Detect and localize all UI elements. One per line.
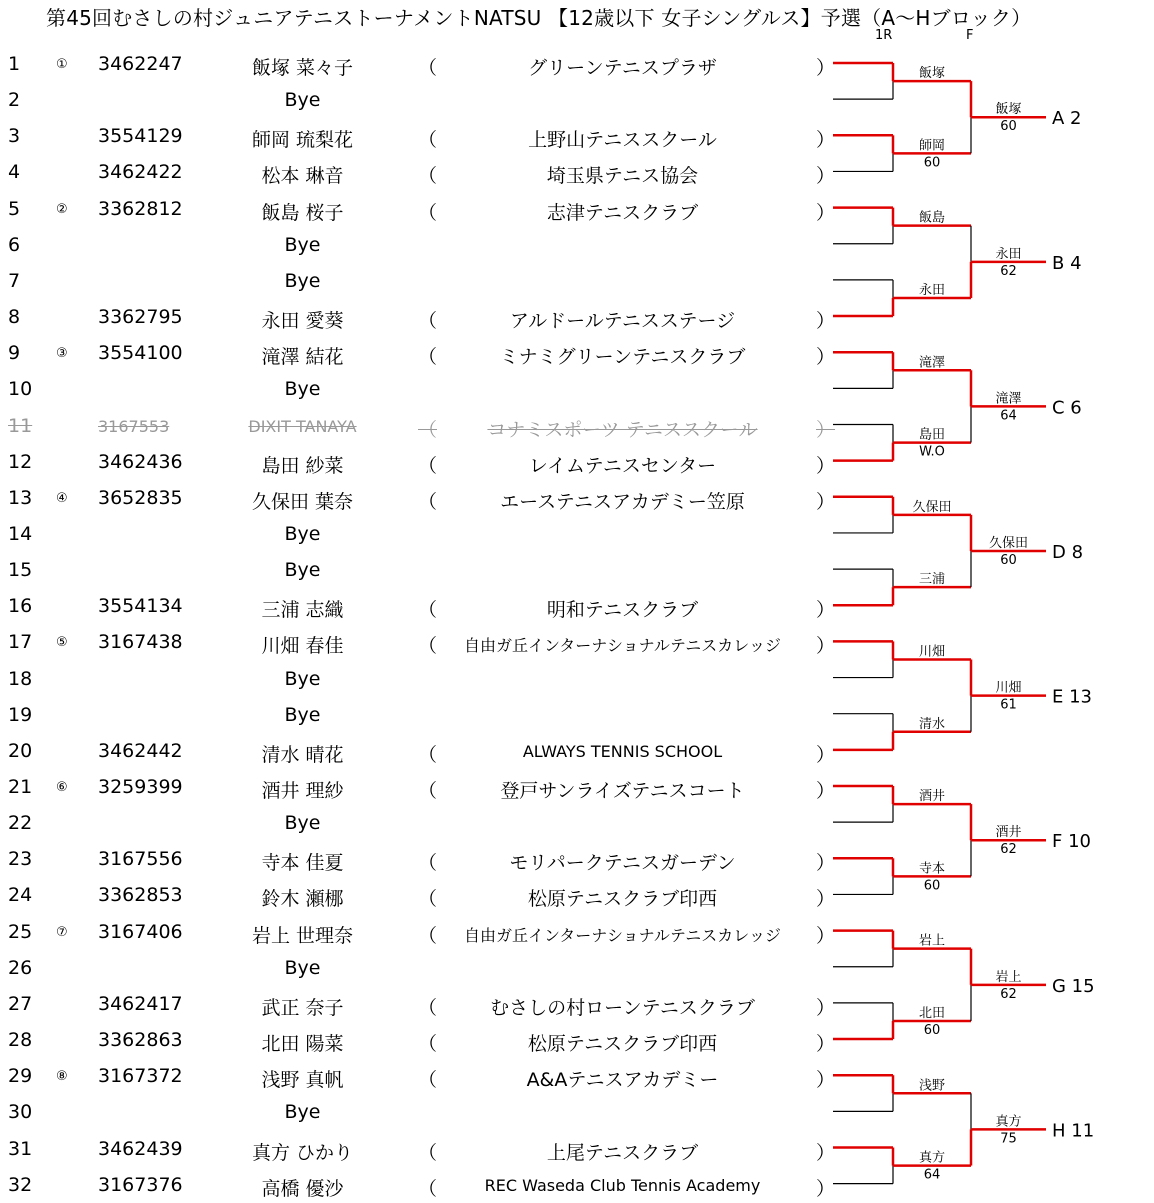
player-id: 3462422 — [98, 161, 183, 184]
draw-number: 30 — [8, 1101, 33, 1124]
club-paren-open: （ — [418, 888, 438, 911]
r1-winner: 北田 — [918, 1005, 946, 1021]
club-paren-close: ） — [816, 310, 836, 333]
draw-number: 14 — [8, 522, 33, 545]
final-score: 60 — [1000, 119, 1017, 135]
seed-mark: ⑤ — [56, 635, 68, 651]
player-id: 3259399 — [98, 776, 183, 798]
player-name: Bye — [284, 559, 321, 582]
round-header-final: F — [966, 28, 974, 43]
r1-winner: 清水 — [918, 716, 946, 732]
club-paren-open: （ — [418, 1033, 438, 1056]
r1-score: 64 — [923, 1167, 941, 1183]
seed-mark: ① — [56, 57, 68, 72]
r1-winner: 真方 — [918, 1150, 946, 1166]
club-paren-close: ） — [816, 165, 836, 188]
seed-mark: ② — [56, 201, 68, 217]
draw-number: 6 — [8, 233, 21, 256]
round-header-1r: 1R — [875, 28, 893, 43]
r1-winner: 飯島 — [918, 210, 946, 226]
player-id: 3362795 — [98, 306, 183, 329]
final-score: 62 — [1000, 842, 1017, 858]
player-name: 飯塚 菜々子 — [251, 57, 354, 79]
club-name: コナミスポーツ テニススクール — [487, 418, 758, 441]
player-name: 松本 琳音 — [261, 165, 344, 188]
player-id: 3554129 — [98, 125, 183, 148]
player-id: 3362812 — [98, 197, 183, 220]
club-name: ミナミグリーンテニスクラブ — [499, 346, 746, 369]
r1-winner: 酒井 — [918, 789, 946, 805]
player-id: 3462436 — [98, 450, 183, 473]
draw-number: 32 — [8, 1173, 33, 1196]
club-name: 松原テニスクラブ印西 — [527, 888, 718, 911]
r1-winner: 岩上 — [918, 933, 946, 949]
player-name: Bye — [284, 667, 321, 690]
block-result: B 4 — [1052, 252, 1082, 274]
seed-mark: ⑦ — [56, 924, 68, 940]
club-name: レイムテニスセンター — [528, 454, 717, 477]
club-paren-close: ） — [816, 924, 836, 947]
club-paren-close: ） — [816, 346, 836, 369]
final-winner: 岩上 — [995, 969, 1022, 985]
r1-score: 60 — [923, 155, 941, 171]
player-name: 高橋 優沙 — [261, 1177, 344, 1200]
r1-winner: 飯塚 — [918, 66, 946, 82]
draw-number: 13 — [8, 486, 33, 509]
player-id: 3462442 — [98, 739, 183, 762]
club-paren-open: （ — [418, 490, 438, 513]
club-name: 志津テニスクラブ — [546, 201, 699, 224]
club-name: 上野山テニススクール — [528, 129, 717, 152]
seed-mark: ③ — [56, 346, 68, 362]
club-paren-close: ） — [816, 780, 836, 802]
draw-number: 27 — [8, 992, 33, 1015]
club-name: 自由ガ丘インターナショナルテニスカレッジ — [463, 636, 782, 656]
player-name: Bye — [284, 269, 321, 292]
player-name: 酒井 理紗 — [261, 780, 344, 802]
final-score: 62 — [1000, 986, 1017, 1002]
club-name: A&Aテニスアカデミー — [526, 1069, 719, 1092]
club-paren-open: （ — [418, 165, 438, 188]
r1-winner: 寺本 — [918, 861, 946, 877]
r1-winner: 川畑 — [918, 644, 946, 660]
player-name: 三浦 志織 — [261, 599, 344, 622]
club-paren-close: ） — [816, 996, 836, 1019]
block-result: C 6 — [1052, 397, 1082, 419]
player-name: 北田 陽菜 — [261, 1033, 344, 1056]
final-winner: 川畑 — [995, 680, 1022, 696]
player-name: Bye — [284, 89, 321, 112]
player-name: Bye — [284, 233, 321, 256]
draw-number: 26 — [8, 956, 33, 979]
player-name: 島田 紗菜 — [261, 454, 344, 477]
draw-number: 17 — [8, 631, 33, 654]
player-name: Bye — [284, 812, 321, 835]
draw-number: 25 — [8, 920, 33, 943]
club-paren-close: ） — [816, 743, 836, 766]
r1-winner: 滝澤 — [918, 355, 946, 371]
club-paren-open: （ — [418, 599, 438, 622]
block-result: G 15 — [1052, 975, 1095, 997]
r1-winner: 師岡 — [918, 138, 946, 154]
club-paren-close: ） — [816, 201, 836, 224]
player-name: Bye — [284, 378, 321, 401]
seed-mark: ⑧ — [56, 1069, 68, 1085]
club-paren-open: （ — [418, 924, 438, 947]
club-paren-open: （ — [418, 129, 438, 152]
player-id: 3362863 — [98, 1029, 183, 1052]
club-name: 明和テニスクラブ — [546, 599, 699, 622]
r1-score: 60 — [923, 1022, 941, 1038]
final-winner: 久保田 — [988, 536, 1029, 552]
block-result: H 11 — [1052, 1120, 1095, 1142]
player-name: 岩上 世理奈 — [251, 924, 354, 947]
player-name: 鈴木 瀬梛 — [261, 888, 344, 911]
final-score: 62 — [1000, 263, 1017, 279]
draw-number: 10 — [8, 378, 33, 401]
player-id: 3167376 — [98, 1173, 183, 1196]
club-paren-open: （ — [418, 57, 438, 79]
seed-mark: ⑥ — [56, 780, 68, 795]
player-name: 久保田 葉奈 — [251, 490, 354, 513]
club-name: 埼玉県テニス協会 — [546, 165, 699, 188]
draw-number: 15 — [8, 559, 33, 582]
draw-number: 31 — [8, 1137, 33, 1160]
draw-number: 16 — [8, 595, 33, 618]
r1-winner: 浅野 — [918, 1078, 946, 1094]
draw-number: 1 — [8, 53, 21, 75]
draw-number: 29 — [8, 1065, 33, 1088]
player-id: 3167372 — [98, 1065, 183, 1088]
club-paren-open: （ — [418, 418, 438, 441]
club-paren-open: （ — [418, 201, 438, 224]
club-name: むさしの村ローンテニスクラブ — [490, 996, 755, 1019]
draw-number: 2 — [8, 89, 21, 112]
player-name: Bye — [284, 703, 321, 726]
block-result: F 10 — [1052, 831, 1091, 853]
club-name: ALWAYS TENNIS SCHOOL — [522, 741, 723, 761]
draw-number: 9 — [8, 342, 21, 365]
draw-number: 8 — [8, 306, 21, 329]
player-name: 飯島 桜子 — [261, 201, 344, 224]
r1-winner: 島田 — [918, 427, 946, 443]
r1-winner: 三浦 — [918, 572, 946, 588]
club-paren-close: ） — [816, 635, 836, 658]
player-name: DIXIT TANAYA — [248, 416, 357, 436]
club-paren-open: （ — [418, 852, 438, 875]
player-id: 3167406 — [98, 920, 183, 943]
draw-number: 5 — [8, 197, 21, 220]
draw-number: 24 — [8, 884, 33, 907]
draw-number: 18 — [8, 667, 33, 690]
club-paren-open: （ — [418, 310, 438, 333]
player-name: 滝澤 結花 — [261, 346, 344, 369]
final-winner: 真方 — [995, 1114, 1022, 1130]
r1-score: 60 — [923, 878, 941, 894]
player-name: 武正 奈子 — [261, 996, 344, 1019]
player-id: 3462417 — [98, 992, 183, 1015]
club-name: REC Waseda Club Tennis Academy — [484, 1175, 761, 1195]
final-winner: 飯塚 — [995, 102, 1022, 118]
player-name: Bye — [284, 522, 321, 545]
club-name: モリパークテニスガーデン — [509, 852, 736, 875]
player-id: 3462439 — [98, 1137, 183, 1160]
club-paren-close: ） — [816, 852, 836, 875]
draw-number: 19 — [8, 703, 33, 726]
draw-number: 3 — [8, 125, 21, 148]
player-id: 3167438 — [98, 631, 183, 654]
club-paren-open: （ — [418, 996, 438, 1019]
club-name: エーステニスアカデミー笠原 — [500, 490, 745, 513]
r1-score: W.O — [919, 444, 945, 460]
player-name: 寺本 佳夏 — [261, 852, 344, 875]
club-paren-open: （ — [418, 1177, 438, 1200]
final-winner: 滝澤 — [995, 391, 1022, 407]
player-name: 清水 晴花 — [261, 743, 344, 766]
club-paren-close: ） — [816, 1069, 836, 1092]
club-paren-open: （ — [418, 454, 438, 477]
player-name: 浅野 真帆 — [261, 1069, 344, 1092]
player-name: Bye — [284, 956, 321, 979]
club-paren-close: ） — [816, 1033, 836, 1056]
draw-number: 4 — [8, 161, 21, 184]
player-id: 3554100 — [98, 342, 183, 365]
club-paren-open: （ — [418, 1069, 438, 1092]
draw-number: 21 — [8, 776, 33, 798]
player-name: 師岡 琉梨花 — [251, 129, 354, 152]
player-name: 永田 愛葵 — [261, 310, 344, 333]
player-name: 真方 ひかり — [251, 1141, 354, 1164]
club-name: 自由ガ丘インターナショナルテニスカレッジ — [463, 925, 782, 945]
draw-number: 22 — [8, 812, 33, 835]
club-paren-open: （ — [418, 1141, 438, 1164]
club-name: 上尾テニスクラブ — [546, 1141, 699, 1164]
final-score: 61 — [1000, 697, 1017, 713]
club-paren-close: ） — [816, 454, 836, 477]
player-id: 3167556 — [98, 848, 183, 871]
seed-mark: ④ — [56, 490, 68, 506]
club-paren-close: ） — [816, 418, 836, 441]
club-name: グリーンテニスプラザ — [528, 57, 717, 79]
final-score: 60 — [1000, 553, 1017, 569]
player-name: Bye — [284, 1101, 321, 1124]
club-paren-close: ） — [816, 129, 836, 152]
final-score: 75 — [1000, 1131, 1017, 1147]
club-paren-close: ） — [816, 599, 836, 622]
draw-number: 23 — [8, 848, 33, 871]
draw-number: 20 — [8, 739, 33, 762]
club-paren-open: （ — [418, 635, 438, 658]
club-name: 登戸サンライズテニスコート — [500, 780, 745, 802]
player-id: 3462247 — [98, 53, 183, 75]
club-paren-close: ） — [816, 57, 836, 79]
player-id: 3652835 — [98, 486, 183, 509]
player-id: 3167553 — [98, 416, 170, 436]
club-paren-open: （ — [418, 743, 438, 766]
block-result: E 13 — [1052, 686, 1092, 708]
club-paren-close: ） — [816, 888, 836, 911]
club-paren-open: （ — [418, 346, 438, 369]
draw-number: 7 — [8, 269, 21, 292]
draw-number: 12 — [8, 450, 33, 473]
club-paren-open: （ — [418, 780, 438, 802]
player-id: 3554134 — [98, 595, 183, 618]
club-paren-close: ） — [816, 1177, 836, 1200]
final-score: 64 — [1000, 408, 1017, 424]
player-id: 3362853 — [98, 884, 183, 907]
club-paren-close: ） — [816, 490, 836, 513]
page-title: 第45回むさしの村ジュニアテニストーナメントNATSU 【12歳以下 女子シングルス】予選（A～Hブロック） — [46, 6, 1032, 30]
block-result: D 8 — [1052, 542, 1084, 564]
block-result: A 2 — [1052, 108, 1082, 130]
club-name: アルドールテニスステージ — [509, 310, 736, 333]
final-winner: 酒井 — [995, 825, 1022, 841]
r1-winner: 永田 — [918, 282, 946, 298]
club-name: 松原テニスクラブ印西 — [527, 1033, 718, 1056]
draw-number: 28 — [8, 1029, 33, 1052]
final-winner: 永田 — [995, 246, 1022, 262]
draw-number: 11 — [8, 414, 33, 437]
club-paren-close: ） — [816, 1141, 836, 1164]
player-name: 川畑 春佳 — [261, 635, 344, 658]
r1-winner: 久保田 — [912, 499, 952, 515]
